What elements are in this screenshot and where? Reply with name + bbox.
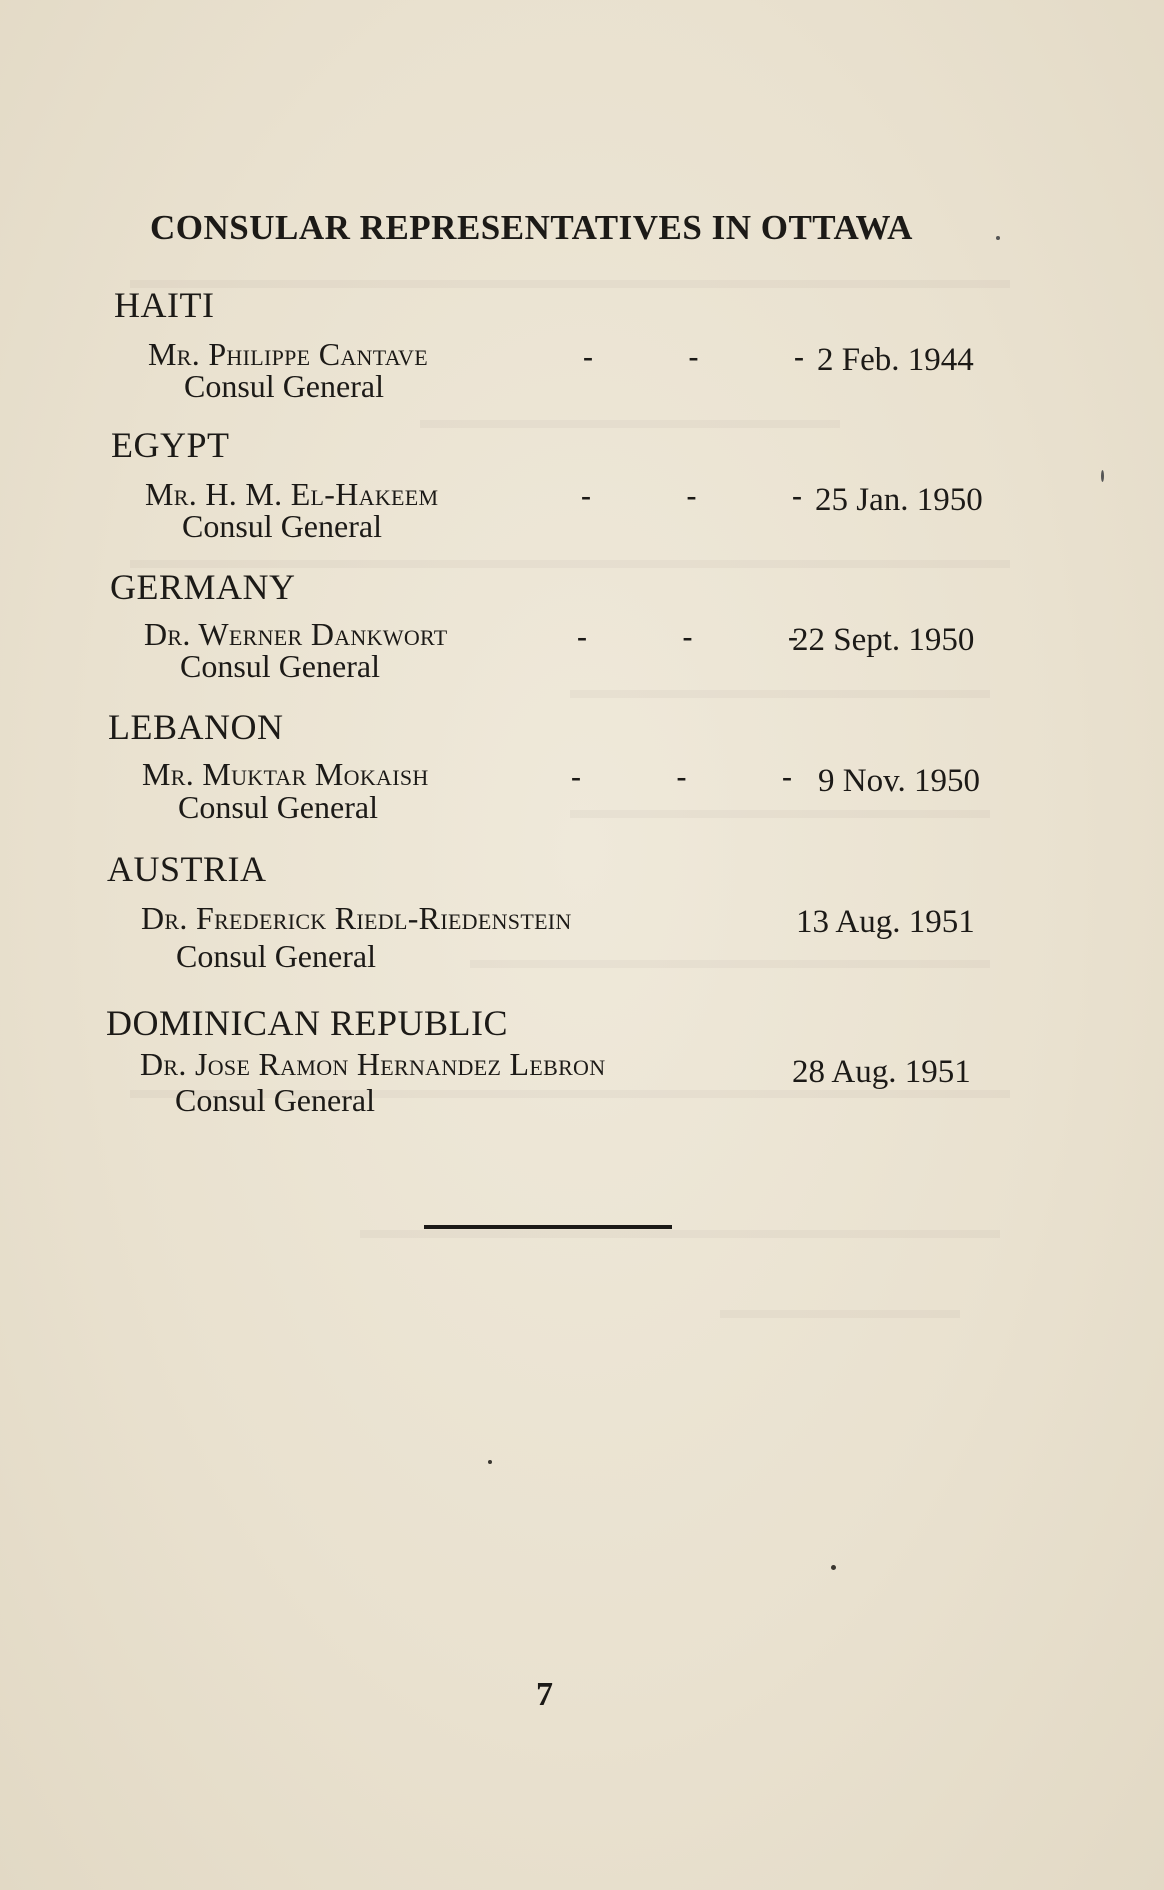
representative-name: Mr. Philippe Cantave [148,336,428,372]
page-heading: CONSULAR REPRESENTATIVES IN OTTAWA [150,208,913,247]
country-name: HAITI [114,285,215,325]
representative-title: Consul General [176,938,376,974]
leader-dashes: - - - [577,620,842,653]
representative-name: Dr. Jose Ramon Hernandez Lebron [140,1046,606,1082]
print-speck [1101,470,1104,482]
representative-name: Dr. Werner Dankwort [144,616,448,652]
print-speck [488,1460,492,1464]
representative-title: Consul General [175,1082,375,1118]
representative-title: Consul General [182,508,382,544]
representative-title: Consul General [178,789,378,825]
appointment-date: 22 Sept. 1950 [792,622,975,658]
representative-title: Consul General [184,368,384,404]
leader-dashes: - - - [571,760,836,793]
representative-name: Mr. H. M. El-Hakeem [145,476,439,512]
page-number: 7 [536,1676,553,1713]
country-name: EGYPT [111,425,230,465]
representative-name: Mr. Muktar Mokaish [142,756,429,792]
leader-dashes: - - - [583,340,848,373]
print-speck [996,236,1000,240]
country-name: AUSTRIA [107,849,267,889]
appointment-date: 9 Nov. 1950 [818,763,980,799]
country-name: GERMANY [110,567,296,607]
section-divider [424,1225,672,1229]
country-name: LEBANON [108,707,284,747]
appointment-date: 25 Jan. 1950 [815,482,983,518]
representative-name: Dr. Frederick Riedl-Riedenstein [141,900,572,936]
leader-dashes: - - - [581,479,846,512]
appointment-date: 28 Aug. 1951 [792,1054,971,1090]
appointment-date: 13 Aug. 1951 [796,904,975,940]
representative-title: Consul General [180,648,380,684]
country-name: DOMINICAN REPUBLIC [106,1003,509,1043]
appointment-date: 2 Feb. 1944 [817,342,974,378]
print-speck [831,1565,836,1570]
